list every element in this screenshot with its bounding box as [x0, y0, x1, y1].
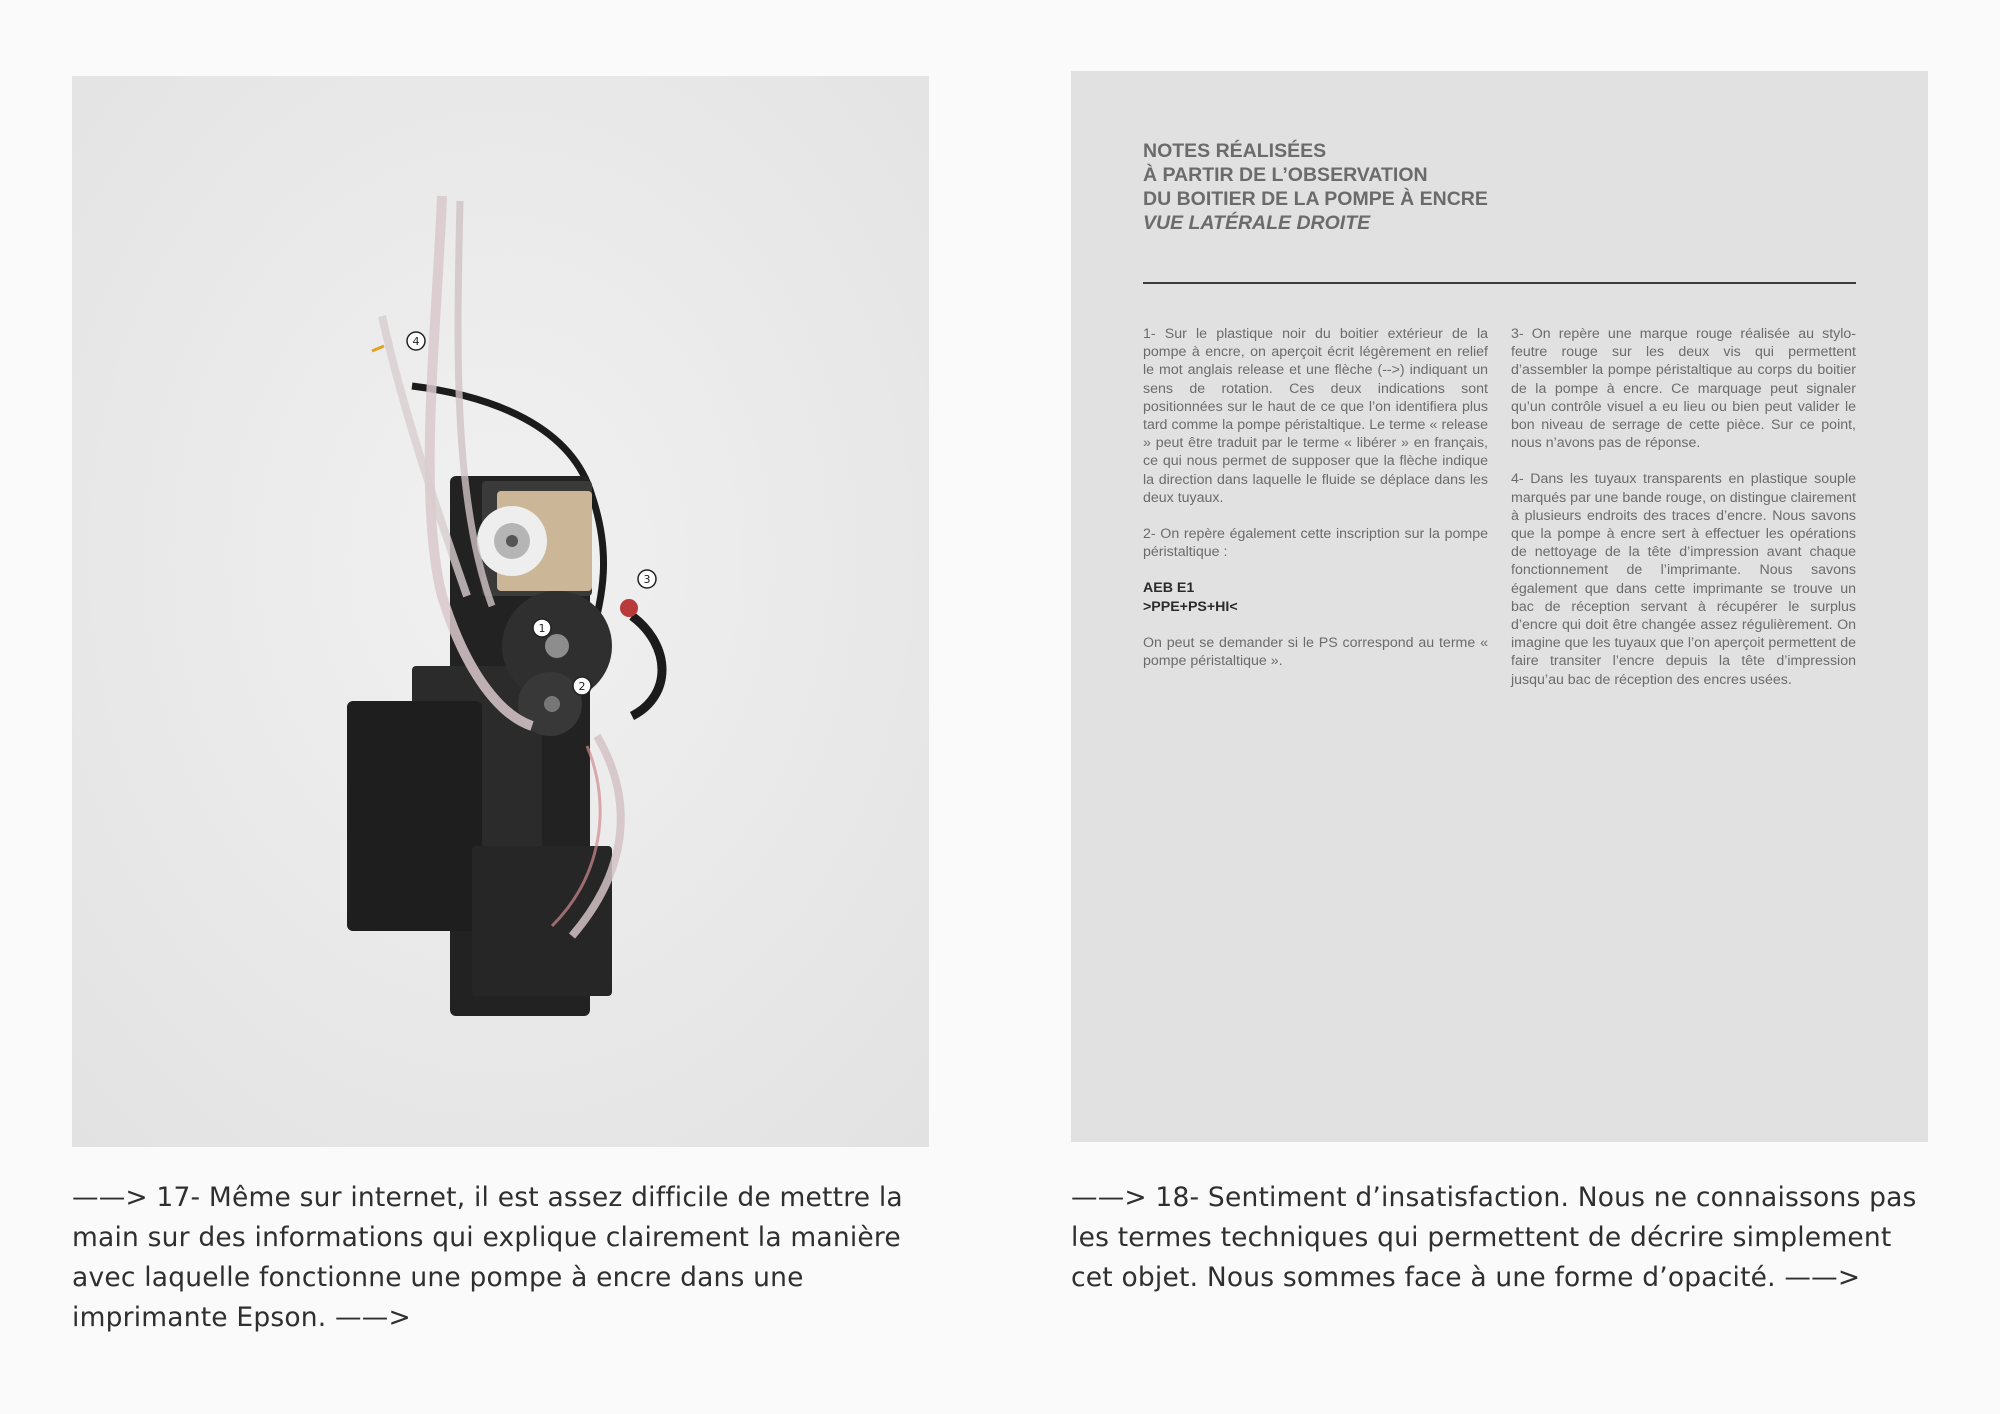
- svg-text:3: 3: [643, 573, 651, 586]
- callout-4: [407, 332, 425, 350]
- notes-title-line: À PARTIR DE L’OBSERVATION: [1143, 164, 1428, 186]
- note-1: 1- Sur le plastique noir du boitier extérieur de la pompe à encre, on aperçoit écrit légèrement en relief le mot anglais release et une flèche (-->) indiquant un sens de rotation. Ces deux indications sont positionnées sur le haut de ce que l’on identifiera plus tard comme la pompe péristaltique. Le terme « release » peut être traduit par le terme « libérer » en français, ce qui nous permet de supposer que la flèche indique la direction dans laquelle le fluide se déplace dans les deux tuyaux.: [1143, 326, 1488, 506]
- note-4: 4- Dans les tuyaux transparents en plastique souple marqués par une bande rouge, on distingue clairement à plusieurs endroits des traces d’encre. Nous savons que la pompe à encre sert à effectuer les opérations de nettoyage de la tête d’impression avant chaque fonctionnement de l’imprimante. Nous savons également que dans cette imprimante se trouve un bac de réception servant à récupérer le surplus d’encre qui doit être changée assez régulièrement. On imagine que les tuyaux que l’on aperçoit permettent de faire transiter l’encre depuis la tête d’impression jusqu’au bac de réception des encres usées.: [1511, 471, 1856, 688]
- caption-18: ——> 18- Sentiment d’insatisfaction. Nous ne connaissons pas les termes techniques qui permettent de décrire simplement cet objet. Nous sommes face à une forme d’opacité. ——>: [1071, 1182, 1917, 1293]
- notes-subtitle: VUE LATÉRALE DROITE: [1143, 212, 1371, 234]
- notes-title: [1143, 139, 1843, 235]
- note-2: 2- On repère également cette inscription sur la pompe péristaltique :: [1143, 526, 1488, 561]
- inscription-line-2: >PPE+PS+HI<: [1143, 598, 1238, 615]
- callout-2: [573, 677, 591, 695]
- note-2-followup: On peut se demander si le PS correspond au terme « pompe péristaltique ».: [1143, 634, 1488, 670]
- callout-1: [533, 619, 551, 637]
- svg-text:2: 2: [578, 680, 586, 693]
- pump-photo: [72, 76, 929, 1147]
- callout-3: [638, 570, 656, 588]
- notes-column-right: [1511, 325, 1856, 707]
- notes-panel: [1071, 71, 1928, 1142]
- note-3: 3- On repère une marque rouge réalisée au stylo-feutre rouge sur les deux vis qui permettent d’assembler la pompe péristaltique au corps du boitier de la pompe à encre. Ce marquage peut signaler qu’un contrôle visuel a eu lieu ou bien peut valider le bon niveau de serrage de cette pièce. Sur ce point, nous n’avons pas de réponse.: [1511, 326, 1856, 452]
- notes-column-left: [1143, 325, 1488, 688]
- notes-title-line: DU BOITIER DE LA POMPE À ENCRE: [1143, 188, 1488, 210]
- inscription-line-1: AEB E1: [1143, 580, 1195, 597]
- svg-text:1: 1: [538, 622, 546, 635]
- svg-text:4: 4: [412, 335, 420, 348]
- notes-title-line: NOTES RÉALISÉES: [1143, 140, 1327, 162]
- caption-17: ——> 17- Même sur internet, il est assez difficile de mettre la main sur des informations qui explique clairement la manière avec laquelle fonctionne une pompe à encre dans une imprimante Epson. ——>: [72, 1182, 903, 1333]
- callout-layer: [72, 76, 929, 1147]
- divider: [1143, 282, 1856, 284]
